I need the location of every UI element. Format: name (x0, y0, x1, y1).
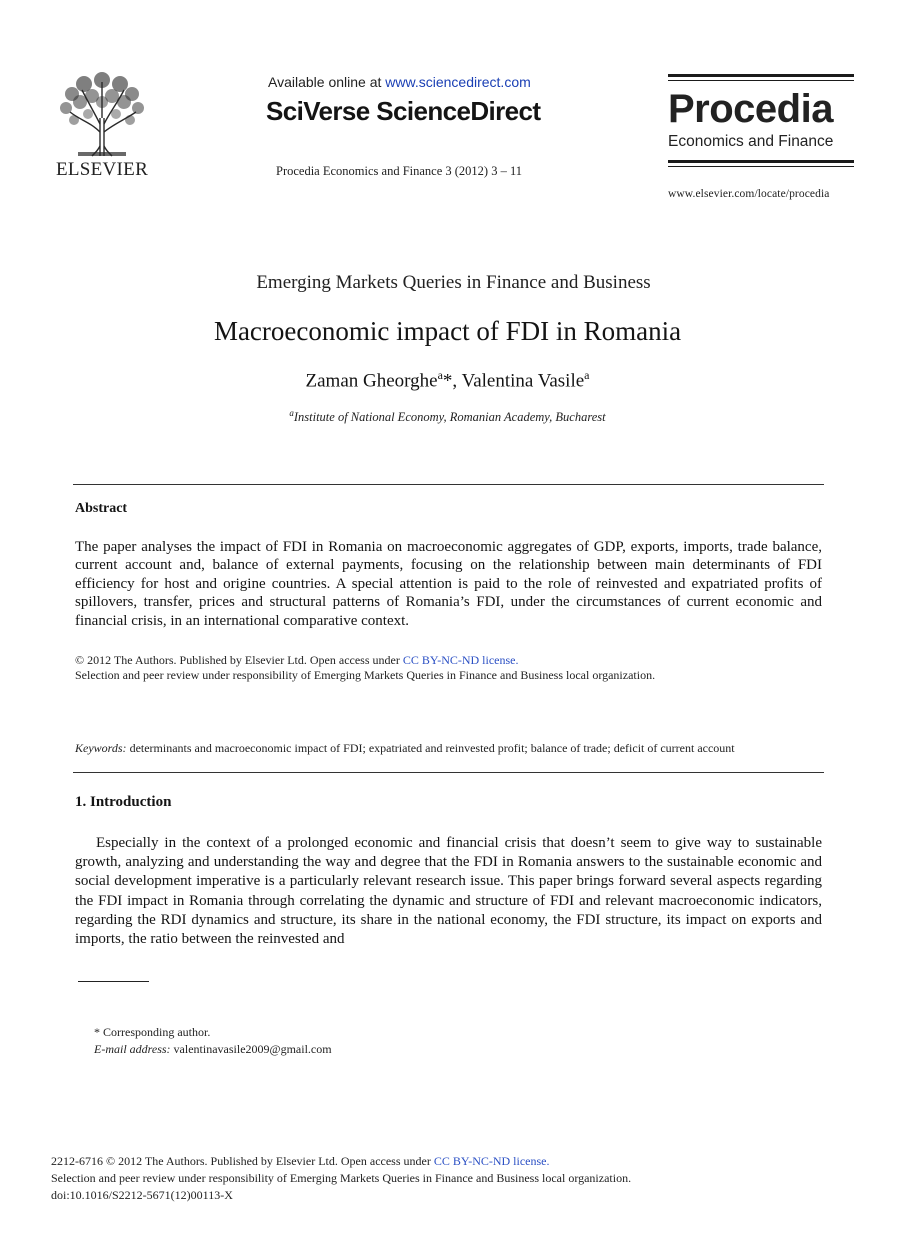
sciencedirect-link[interactable]: www.sciencedirect.com (385, 74, 531, 90)
affiliation-sup: a (289, 408, 294, 418)
abstract-heading: Abstract (75, 501, 128, 516)
doi[interactable]: doi:10.1016/S2212-5671(12)00113-X (51, 1188, 233, 1202)
author-name: Zaman Gheorghe (305, 370, 438, 392)
procedia-subtitle: Economics and Finance (668, 133, 834, 150)
procedia-rule-bottom-thin (668, 166, 854, 167)
email-label: E-mail address: (94, 1042, 171, 1056)
issn-line (51, 1154, 550, 1169)
email-address[interactable]: valentinavasile2009@gmail.com (170, 1042, 332, 1056)
procedia-rule-top (668, 74, 854, 77)
elsevier-logo (52, 72, 152, 181)
conference-name: Emerging Markets Queries in Finance and Business (256, 272, 651, 293)
email-note (94, 1042, 332, 1057)
procedia-rule-bottom (668, 160, 854, 163)
corresponding-mark: * (442, 370, 453, 392)
introduction-text: Especially in the context of a prolonged economic and financial crisis that doesn’t seem to give way to sustainable growth, analyzing and understanding the way and degree that the FDI in Romania answers to the sustainable economic and social development imperative is a particularly relevant research issue. This paper brings forward several aspects regarding the FDI impact in Romania through correlating the dynamic and structure of FDI and relevant macroeconomic indicators, regarding the RDI dynamics and structure, its share in the national economy, the FDI structure, its impact on exports and imports, the ratio between the reinvested and (75, 835, 822, 948)
author-separator: , (452, 370, 462, 392)
divider-top (73, 484, 824, 485)
procedia-url[interactable]: www.elsevier.com/locate/procedia (668, 188, 830, 200)
author-affil-sup: a (437, 368, 443, 382)
footnote-rule (78, 981, 149, 982)
divider-bottom (73, 772, 824, 773)
author-list (0, 368, 895, 392)
elsevier-tree-icon (52, 72, 152, 158)
affiliation-text: Institute of National Economy, Romanian Academy, Bucharest (293, 410, 606, 425)
author-name: Valentina Vasile (461, 370, 585, 392)
license-link[interactable]: CC BY-NC-ND license. (402, 653, 519, 667)
available-online-prefix: Available online at (268, 74, 386, 90)
keywords (75, 741, 735, 756)
corresponding-author-note: * Corresponding author. (94, 1025, 211, 1039)
procedia-logo (668, 74, 854, 167)
journal-citation: Procedia Economics and Finance 3 (2012) 3 – 11 (276, 164, 523, 178)
author-affil-sup: a (584, 368, 590, 382)
issn-text: 2212-6716 © 2012 The Authors. Published by Elsevier Ltd. Open access under (51, 1154, 434, 1168)
section-heading: 1. Introduction (75, 794, 172, 810)
review-note: Selection and peer review under responsibility of Emerging Markets Queries in Finance and Business local organization. (75, 668, 656, 682)
copyright-text: © 2012 The Authors. Published by Elsevier Ltd. Open access under (75, 653, 403, 667)
affiliation (0, 408, 895, 425)
abstract-text: The paper analyses the impact of FDI in Romania on macroeconomic aggregates of GDP, exports, imports, trade balance, current account and, balance of external payments, focusing on the relationship between main determinants of FDI efficiency for host and origine countries. A special attention is paid to the role of reinvested and expatriated profits of spillovers, transfer, prices and structural patterns of Romania’s FDI, under the circumstances of current economic and financial crisis, in an international comparative context. (75, 539, 822, 629)
footer-review-note: Selection and peer review under responsibility of Emerging Markets Queries in Finance and Business local organization. (51, 1171, 632, 1185)
procedia-rule-top-thin (668, 80, 854, 81)
available-online (268, 74, 531, 90)
procedia-brand: Procedia (668, 87, 833, 131)
keywords-text: determinants and macroeconomic impact of FDI; expatriated and reinvested profit; balance of trade; deficit of current account (126, 741, 735, 755)
elsevier-wordmark: ELSEVIER (55, 159, 149, 180)
platform-name: SciVerse ScienceDirect (266, 96, 541, 126)
keywords-label: Keywords: (75, 741, 127, 755)
copyright-line (75, 653, 519, 668)
footer-license-link[interactable]: CC BY-NC-ND license. (433, 1154, 550, 1168)
paper-title: Macroeconomic impact of FDI in Romania (213, 316, 682, 346)
